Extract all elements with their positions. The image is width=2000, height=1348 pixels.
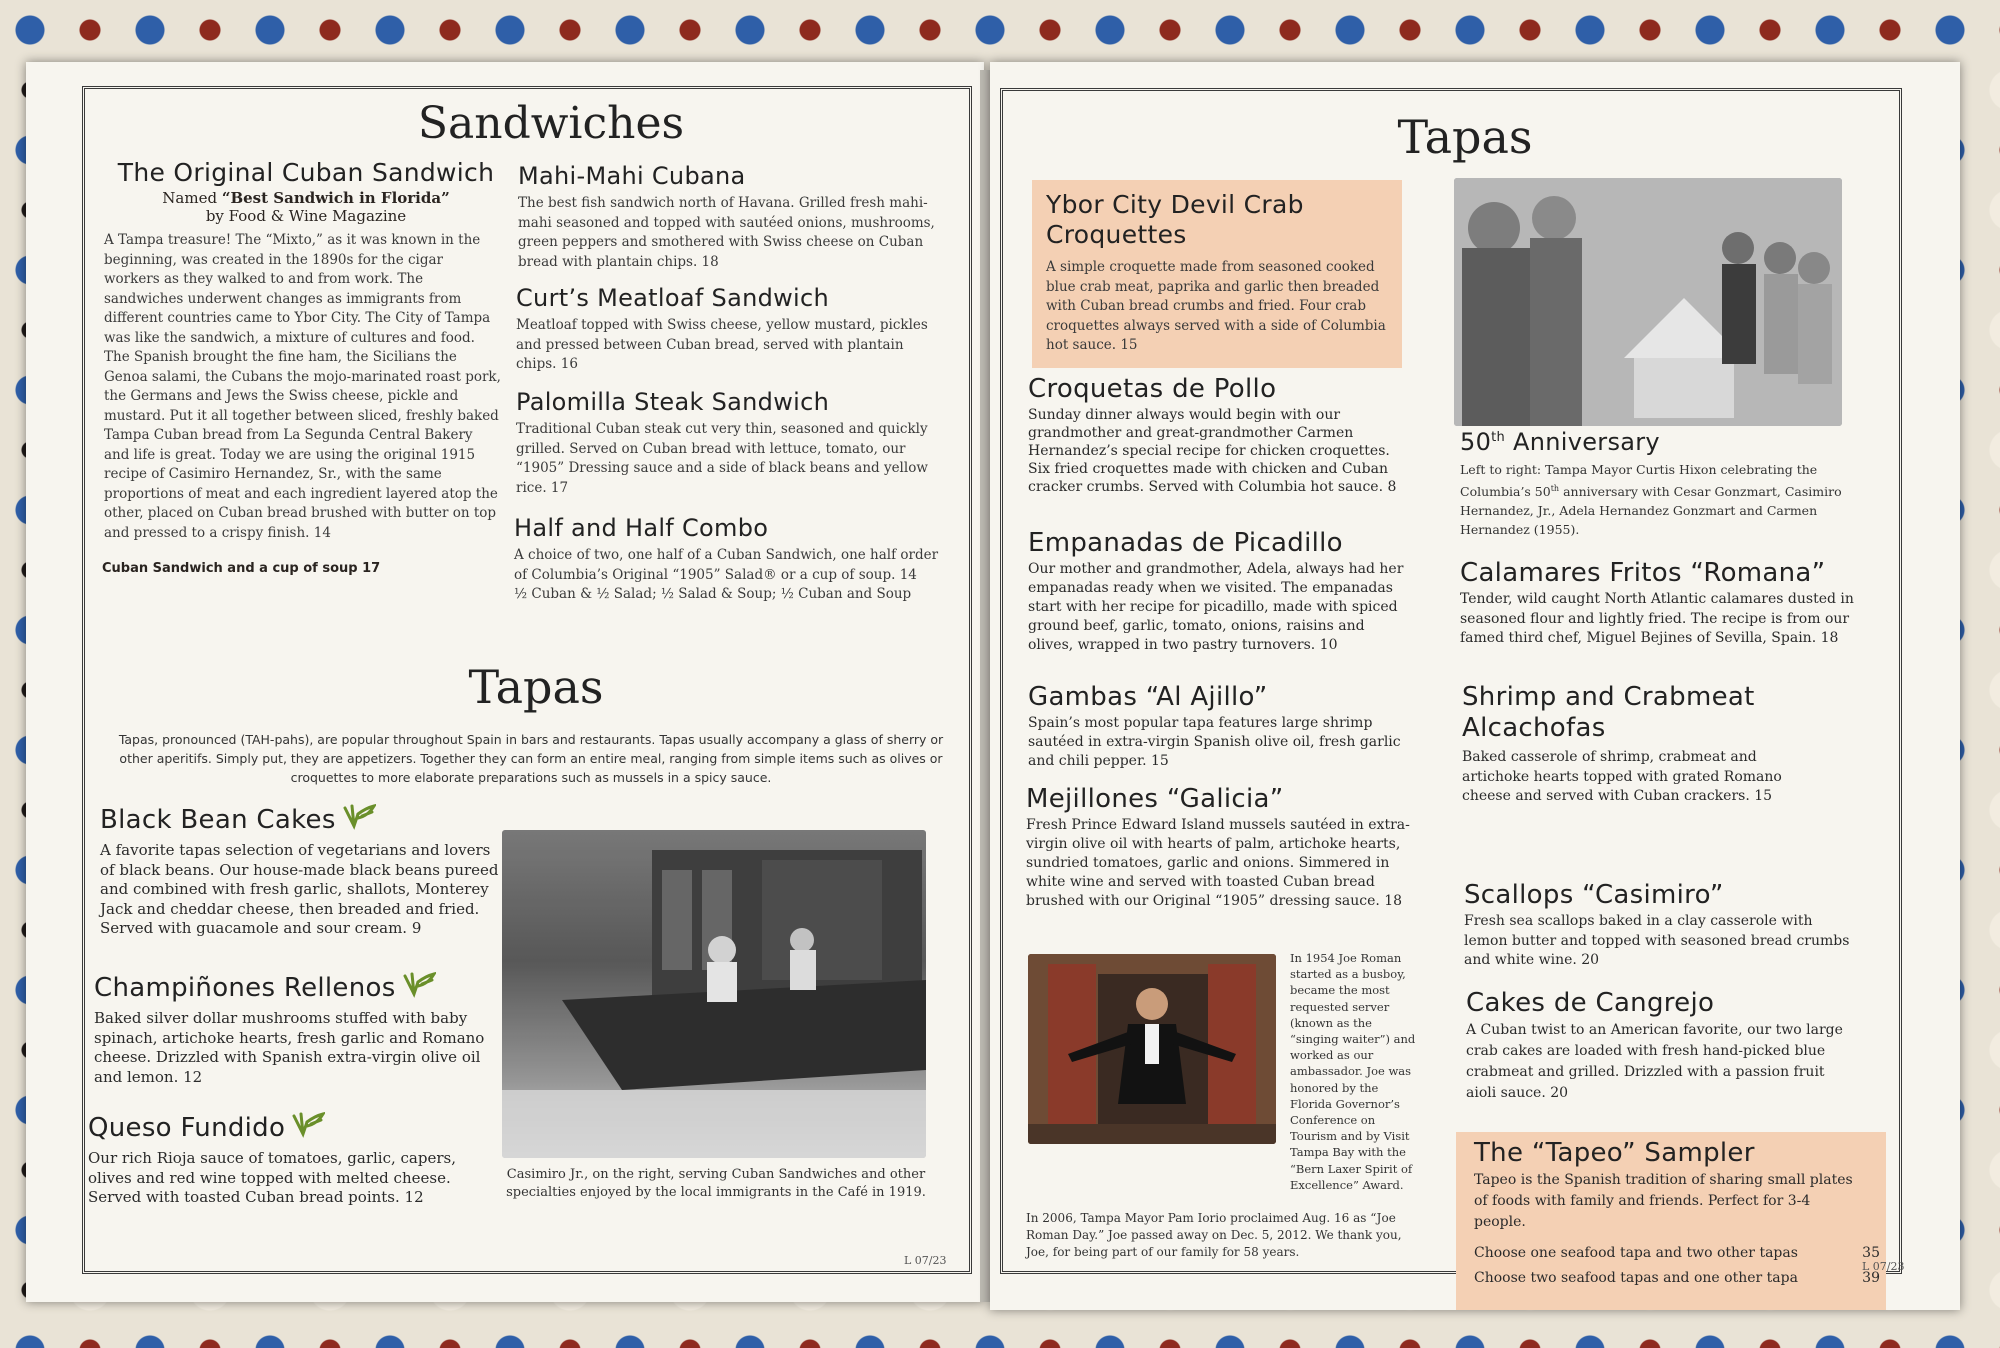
item-description: Meatloaf topped with Swiss cheese, yellow mustard, pickles and pressed between Cuban bread, served with plantain chips. 16 — [516, 317, 928, 372]
item-description: Fresh Prince Edward Island mussels sautéed in extra-virgin olive oil with hearts of palm, artichoke hearts, sundried tomatoes, garlic and onions. Simmered in white wine and served with toasted Cuban bread brushed with our Original “1905” dressing sauce. 18 — [1026, 817, 1410, 909]
tapeo-choice-2 — [1474, 1266, 1880, 1291]
item-description: Fresh sea scallops baked in a clay casserole with lemon butter and topped with seasoned bread crumbs and white wine. 20 — [1464, 913, 1850, 968]
item-title-row — [94, 972, 494, 1003]
cafe-1919-photo — [502, 830, 926, 1158]
anniversary-caption: Left to right: Tampa Mayor Curtis Hixon celebrating the Columbia’s 50th anniversary with Cesar Gonzmart, Casimiro Hernandez, Jr., Adela Hernandez Gonzmart and Carmen Hernandez (1955). — [1460, 462, 1842, 538]
vegetarian-leaf-icon — [291, 1112, 325, 1138]
item-title: Queso Fundido — [88, 1113, 286, 1143]
menu-item-palomilla — [516, 388, 950, 498]
item-description: Tender, wild caught North Atlantic calamares dusted in seasoned flour and lightly fried. The recipe is from our famed third chef, Miguel Bejines of Sevilla, Spain. 18 — [1460, 591, 1854, 646]
item-title: The Original Cuban Sandwich — [117, 158, 495, 187]
item-description: Our mother and grandmother, Adela, always had her empanadas ready when we visited. The empanadas start with her recipe for picadillo, made with spiced ground beef, garlic, tomato, onions, raisins and olives, wrapped in two pastry turnovers. 10 — [1028, 561, 1404, 653]
menu-item-champinones — [94, 972, 494, 1087]
menu-left-page — [26, 62, 984, 1302]
menu-item-scallops — [1464, 880, 1854, 971]
menu-item-mahi-mahi — [518, 162, 948, 272]
item-title: Curt’s Meatloaf Sandwich — [516, 284, 830, 312]
joe-roman-sidebar-text: In 1954 Joe Roman started as a busboy, became the most requested server (known as the “singing waiter”) and worked as our ambassador. Joe was honored by the Florida Governor’s Conference on Tourism and by Visit Tampa Bay with the “Bern Laxer Spirit of Excellence” Award. — [1290, 951, 1416, 1192]
vegetarian-leaf-icon — [342, 804, 376, 830]
menu-item-shrimp-crabmeat — [1462, 682, 1822, 807]
item-description: A Cuban twist to an American favorite, our two large crab cakes are loaded with fresh hand-picked blue crabmeat and grilled. Drizzled with a passion fruit aioli sauce. 20 — [1466, 1022, 1843, 1101]
tapeo-choice-1 — [1474, 1241, 1880, 1266]
item-description: Traditional Cuban steak cut very thin, seasoned and quickly grilled. Served on Cuban bread with lettuce, tomato, our “1905” Dressing sauce and a side of black beans and yellow rice. 17 — [516, 421, 928, 496]
item-description: The best fish sandwich north of Havana. Grilled fresh mahi-mahi seasoned and topped with sautéed onions, mushrooms, green peppers and smothered with Swiss cheese on Cuban bread with plantain chips. 18 — [518, 195, 935, 270]
item-description: A choice of two, one half of a Cuban Sandwich, one half order of Columbia’s Original “1905” Salad® or a cup of soup. 14 — [514, 547, 939, 583]
item-title: Half and Half Combo — [514, 514, 769, 542]
section-title-tapas: Tapas — [468, 660, 604, 714]
anniversary-title: 50th Anniversary — [1460, 428, 1660, 456]
menu-item-empanadas — [1028, 528, 1408, 655]
item-description: A Tampa treasure! The “Mixto,” as it was known in the beginning, was created in the 1890s for the cigar workers as they walked to and from work. The sandwiches underwent changes as immigrants from different countries came to Ybor City. The City of Tampa was like the sandwich, a mixture of cultures and food. The Spanish brought the fine ham, the Sicilians the Genoa salami, the Cubans the mojo-marinated roast pork, the Germans and Jews the Swiss cheese, pickle and mustard. Put it all together between sliced, freshly baked Tampa Cuban bread from La Segunda Central Bakery and life is great. Today we are using the original 1915 recipe of Casimiro Hernandez, Sr., with the same proportions of meat and each ingredient layered atop the other, placed on Cuban bread brushed with butter on top and pressed to a crispy finish. 14 — [104, 232, 501, 541]
award-name: “Best Sandwich in Florida” — [221, 189, 450, 207]
menu-code: L 07/23 — [1862, 1260, 1905, 1273]
menu-item-half-and-half — [514, 514, 950, 605]
menu-item-cuban-sandwich — [96, 158, 516, 576]
joe-roman-bottom-text: In 2006, Tampa Mayor Pam Iorio proclaimed Aug. 16 as “Joe Roman Day.” Joe passed away on Dec. 5, 2012. We thank you, Joe, for being part of our family for 58 years. — [1026, 1211, 1402, 1259]
item-title: The “Tapeo” Sampler — [1474, 1138, 1755, 1168]
choice-label: Choose two seafood tapas and one other tapa — [1474, 1270, 1798, 1286]
choice-label: Choose one seafood tapa and two other tapas — [1474, 1245, 1798, 1261]
joe-roman-photo — [1028, 954, 1276, 1144]
menu-item-devil-crab — [1046, 190, 1392, 356]
menu-item-tapeo-sampler — [1474, 1138, 1880, 1291]
item-description: Baked casserole of shrimp, crabmeat and artichoke hearts topped with grated Romano cheese and served with Cuban crackers. 15 — [1462, 749, 1782, 804]
item-title: Gambas “Al Ajillo” — [1028, 682, 1268, 712]
menu-code: L 07/23 — [904, 1254, 947, 1267]
joe-photo-drawing — [1028, 954, 1276, 1144]
anniversary-photo-drawing — [1454, 178, 1842, 426]
item-title: Croquetas de Pollo — [1028, 374, 1277, 404]
section-title-tapas-right: Tapas — [1397, 110, 1533, 164]
item-description: Baked silver dollar mushrooms stuffed with baby spinach, artichoke hearts, fresh garlic and Romano cheese. Drizzled with Spanish extra-virgin olive oil and lemon. 12 — [94, 1009, 485, 1086]
item-title: Mahi-Mahi Cubana — [518, 162, 746, 190]
menu-item-gambas — [1028, 682, 1424, 771]
award-source: by Food & Wine Magazine — [205, 207, 407, 225]
award-line: Named “Best Sandwich in Florida” — [162, 189, 450, 207]
item-title-row — [88, 1112, 488, 1143]
menu-right-page — [990, 62, 1960, 1310]
cafe-photo-drawing — [502, 830, 926, 1158]
photo-caption-cafe: Casimiro Jr., on the right, serving Cuban Sandwiches and other specialties enjoyed by the local immigrants in the Café in 1919. — [506, 1167, 926, 1200]
item-title: Empanadas de Picadillo — [1028, 528, 1343, 558]
item-title: Champiñones Rellenos — [94, 973, 396, 1003]
menu-item-calamares — [1460, 558, 1860, 649]
menu-item-cakes-cangrejo — [1466, 988, 1856, 1104]
menu-item-meatloaf — [516, 284, 946, 375]
item-description: Spain’s most popular tapa features large shrimp sautéed in extra-virgin Spanish olive oil, fresh garlic and chili pepper. 15 — [1028, 715, 1401, 769]
item-description: A simple croquette made from seasoned cooked blue crab meat, paprika and garlic then breaded with Cuban bread crumbs and fried. Four crab croquettes always served with a side of Columbia hot sauce. 15 — [1046, 259, 1386, 353]
item-description: Tapeo is the Spanish tradition of sharing small plates of foods with family and friends. Perfect for 3-4 people. — [1474, 1172, 1853, 1230]
menu-item-black-bean-cakes — [100, 804, 500, 939]
item-title-row — [100, 804, 500, 835]
menu-item-queso-fundido — [88, 1112, 488, 1208]
item-title: Scallops “Casimiro” — [1464, 880, 1724, 910]
item-title: Ybor City Devil Crab Croquettes — [1046, 190, 1304, 249]
anniversary-caption-block — [1460, 428, 1870, 539]
item-description: A favorite tapas selection of vegetarians and lovers of black beans. Our house-made black beans pureed and combined with fresh garlic, shallots, Monterey Jack and cheddar cheese, then breaded and fried. Served with guacamole and sour cream. 9 — [100, 841, 499, 937]
tapas-intro: Tapas, pronounced (TAH-pahs), are popular throughout Spain in bars and restaurants. Tapas usually accompany a glass of sherry or other aperitifs. Simply put, they are appetizers. Together they can form an entire meal, ranging from simple items such as olives or croquettes to more elaborate preparations such as mussels in a spicy sauce. — [118, 732, 944, 785]
item-title: Palomilla Steak Sandwich — [516, 388, 830, 416]
menu-item-mejillones — [1026, 784, 1416, 911]
combo-line: Cuban Sandwich and a cup of soup 17 — [102, 561, 381, 576]
anniversary-photo — [1454, 178, 1842, 426]
item-title: Black Bean Cakes — [100, 805, 336, 835]
section-title-sandwiches: Sandwiches — [417, 98, 685, 149]
item-description: Sunday dinner always would begin with our grandmother and great-grandmother Carmen Hernandez’s special recipe for chicken croquettes. Six fried croquettes made with chicken and Cuban cracker crumbs. Served with Columbia hot sauce. 8 — [1028, 407, 1397, 495]
item-description: Our rich Rioja sauce of tomatoes, garlic, capers, olives and red wine topped with melted cheese. Served with toasted Cuban bread points. 12 — [88, 1149, 456, 1206]
item-title: Cakes de Cangrejo — [1466, 988, 1715, 1018]
item-title: Calamares Fritos “Romana” — [1460, 558, 1826, 588]
menu-spine — [980, 70, 990, 1302]
menu-item-croquetas-pollo — [1028, 374, 1408, 496]
item-title: Shrimp and Crabmeat Alcachofas — [1462, 682, 1755, 743]
item-options: ½ Cuban & ½ Salad; ½ Salad & Soup; ½ Cuban and Soup — [514, 586, 912, 602]
vegetarian-leaf-icon — [402, 972, 436, 998]
choice-price: 35 — [1862, 1245, 1880, 1261]
item-title: Mejillones “Galicia” — [1026, 784, 1284, 814]
choice-price: 39 — [1862, 1270, 1880, 1286]
